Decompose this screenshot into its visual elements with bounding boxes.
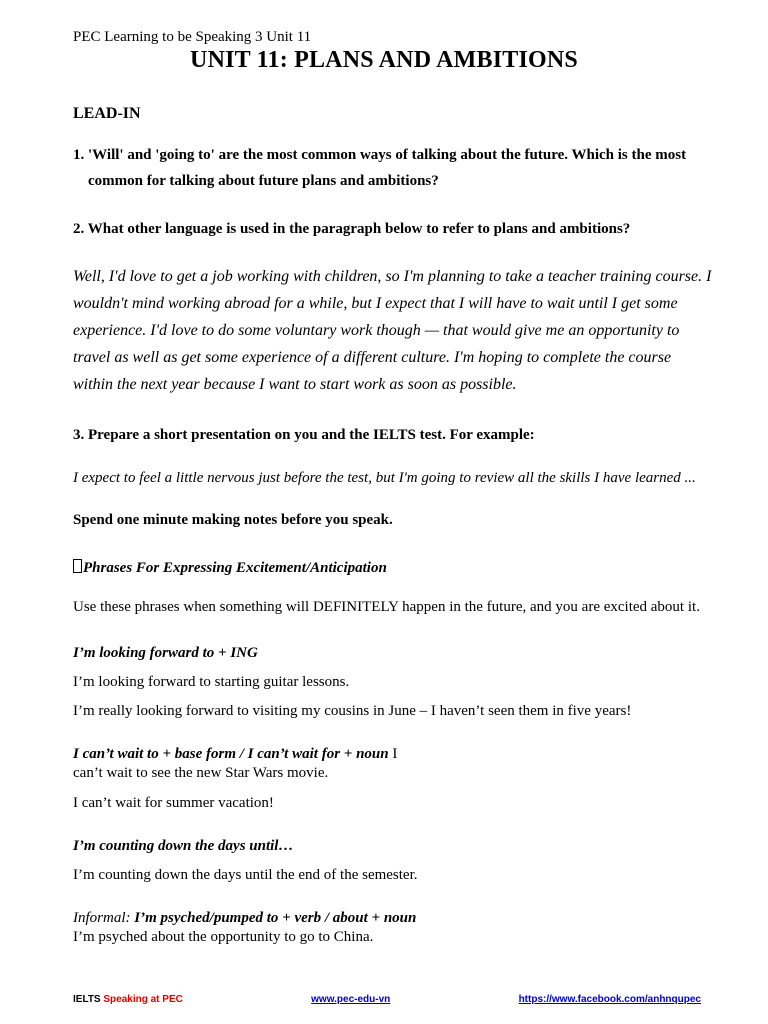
phrase-1-example-1: I’m looking forward to starting guitar lessons. [73, 674, 350, 690]
missing-glyph-icon [73, 559, 82, 573]
question-1: 1. 'Will' and 'going to' are the most common ways of talking about the future. Which is the most common for talking about future plans and ambitions? [73, 147, 687, 189]
presentation-example: I expect to feel a little nervous just before the test, but I'm going to review all the skills I have learned ... [73, 470, 696, 486]
notes-instruction: Spend one minute making notes before you speak. [73, 512, 393, 528]
page-footer [73, 994, 701, 1005]
example-paragraph: Well, I'd love to get a job working with children, so I'm planning to take a teacher training course. I wouldn't mind working abroad for a while, but I expect that I will have to wait until I get some experience. I'd love to do some voluntary work though — that would give me an opportunity to travel as well as get some experience of a different culture. I'm hoping to complete the course within the next year because I want to start work as soon as possible. [73, 268, 712, 393]
phrase-2-heading: I can’t wait to + base form / I can’t wait for + noun [73, 746, 389, 762]
phrase-1-example-2: I’m really looking forward to visiting my cousins in June – I haven’t seen them in five years! [73, 703, 632, 719]
phrase-4-example-1: I’m psyched about the opportunity to go to China. [73, 929, 374, 945]
phrase-2-example-2: I can’t wait for summer vacation! [73, 795, 274, 811]
phrases-heading-text: Phrases For Expressing Excitement/Anticipation [83, 560, 387, 576]
lead-in-heading: LEAD-IN [73, 105, 141, 122]
phrase-2-example-1-start: I [392, 746, 398, 762]
footer-brand [73, 994, 183, 1005]
phrases-heading [73, 559, 387, 577]
question-3: 3. Prepare a short presentation on you and the IELTS test. For example: [73, 427, 535, 443]
phrase-3-example-1: I’m counting down the days until the end of the semester. [73, 867, 418, 883]
phrase-3-heading: I’m counting down the days until… [73, 838, 294, 854]
course-header: PEC Learning to be Speaking 3 Unit 11 [73, 29, 312, 45]
phrase-2-example-1: can’t wait to see the new Star Wars movie. [73, 765, 329, 781]
phrases-intro: Use these phrases when something will DEFINITELY happen in the future, and you are excited about it. [73, 599, 700, 615]
phrase-4-heading: I’m psyched/pumped to + verb / about + noun [134, 910, 417, 926]
footer-brand-speaking: Speaking at PEC [103, 994, 183, 1005]
footer-facebook-link[interactable]: https://www.facebook.com/anhnqupec [518, 994, 701, 1005]
phrase-2-heading-line [73, 746, 397, 763]
footer-website-link[interactable]: www.pec-edu-vn [311, 994, 391, 1005]
phrase-4-prefix: Informal: [73, 910, 131, 926]
page-title: UNIT 11: PLANS AND AMBITIONS [190, 47, 578, 73]
footer-brand-ielts: IELTS [73, 994, 101, 1005]
phrase-4-heading-line [73, 910, 416, 927]
phrase-1-heading: I’m looking forward to + ING [73, 645, 258, 661]
question-2: 2. What other language is used in the paragraph below to refer to plans and ambitions? [73, 221, 631, 237]
